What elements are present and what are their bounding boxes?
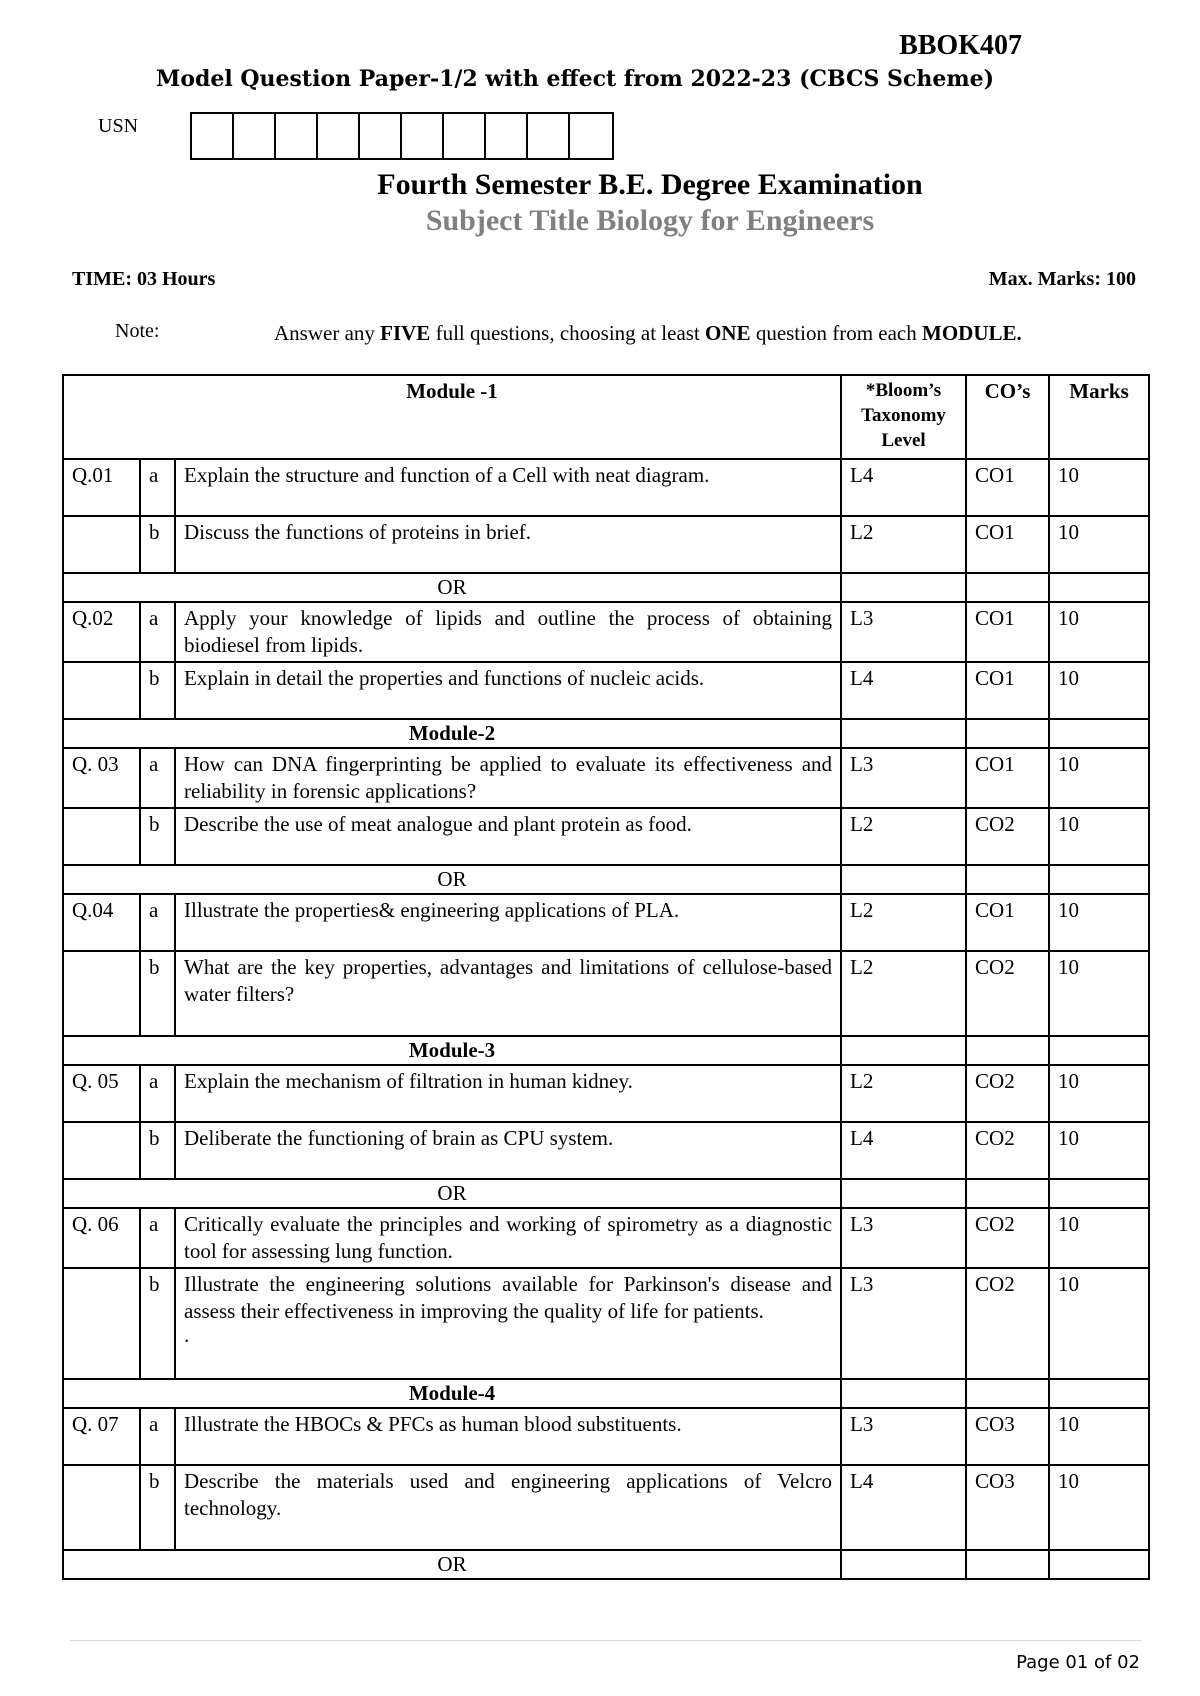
question-text [175,894,841,951]
question-text [175,808,841,865]
empty-cell [841,865,966,894]
usn-box[interactable] [570,114,612,158]
question-marks: 10 [1049,894,1149,951]
empty-cell [1049,1036,1149,1065]
question-text-extra: . [184,1323,190,1347]
empty-cell [966,1550,1049,1579]
empty-cell [841,573,966,602]
question-text-content: Explain the structure and function of a Cell with neat diagram. [184,463,710,487]
empty-cell [1049,1179,1149,1208]
usn-box[interactable] [528,114,570,158]
question-part: a [140,1208,175,1268]
subject-title: Subject Title Biology for Engineers [425,204,875,237]
question-text-content: Critically evaluate the principles and working of spirometry as a diagnostic tool for assessing lung function. [184,1212,833,1263]
question-text [175,951,841,1036]
module-title: Module-3 [63,1036,841,1065]
question-part: a [140,894,175,951]
course-outcome: CO3 [966,1465,1049,1550]
course-outcome: CO1 [966,662,1049,719]
usn-box[interactable] [360,114,402,158]
question-number: Q.04 [63,894,140,951]
bloom-level: L4 [841,1122,966,1179]
empty-cell [841,1036,966,1065]
question-part: b [140,808,175,865]
empty-cell [966,573,1049,602]
question-number: Q. 03 [63,748,140,808]
or-row [63,573,1149,602]
question-row [63,808,1149,865]
question-part: b [140,516,175,573]
question-marks: 10 [1049,1065,1149,1122]
question-marks: 10 [1049,1122,1149,1179]
question-row [63,894,1149,951]
course-outcome: CO1 [966,894,1049,951]
note-part: full questions, choosing at least [430,321,706,345]
note-text [274,320,1054,347]
empty-cell [1049,573,1149,602]
course-outcome: CO2 [966,808,1049,865]
course-outcome: CO1 [966,459,1049,516]
question-marks: 10 [1049,1408,1149,1465]
or-label: OR [63,1179,841,1208]
course-outcome: CO1 [966,516,1049,573]
or-label: OR [63,573,841,602]
question-row [63,1408,1149,1465]
question-row [63,1122,1149,1179]
or-row [63,865,1149,894]
question-part: a [140,748,175,808]
empty-cell [841,1179,966,1208]
course-outcome: CO3 [966,1408,1049,1465]
question-part: a [140,1408,175,1465]
question-text [175,748,841,808]
question-text [175,516,841,573]
question-row [63,516,1149,573]
bloom-level: L3 [841,748,966,808]
question-row [63,1208,1149,1268]
page-number: Page 01 of 02 [1016,1652,1140,1673]
question-number: Q.01 [63,459,140,516]
question-text-content: Deliberate the functioning of brain as CPU system. [184,1126,614,1150]
usn-box[interactable] [276,114,318,158]
usn-boxes [190,112,614,160]
question-text [175,1122,841,1179]
question-number [63,1268,140,1379]
empty-cell [841,1550,966,1579]
question-text-content: Illustrate the engineering solutions available for Parkinson's disease and assess their effectiveness in improving the quality of life for patients. [184,1272,833,1323]
question-number [63,516,140,573]
course-outcome: CO2 [966,1065,1049,1122]
module-row [63,1036,1149,1065]
question-row [63,951,1149,1036]
question-row [63,748,1149,808]
question-number: Q. 06 [63,1208,140,1268]
question-number [63,951,140,1036]
or-label: OR [63,865,841,894]
question-text-content: Explain the mechanism of filtration in human kidney. [184,1069,633,1093]
course-outcome: CO2 [966,951,1049,1036]
course-outcome: CO2 [966,1268,1049,1379]
module-title: Module-2 [63,719,841,748]
model-paper-title: Model Question Paper-1/2 with effect from 2022-23 (CBCS Scheme) [155,66,995,92]
question-part: a [140,1065,175,1122]
question-marks: 10 [1049,662,1149,719]
question-marks: 10 [1049,1268,1149,1379]
question-text-content: Apply your knowledge of lipids and outline the process of obtaining biodiesel from lipids. [184,606,833,657]
footer-divider [70,1640,1142,1641]
question-part: b [140,951,175,1036]
question-part: b [140,662,175,719]
bloom-level: L4 [841,459,966,516]
question-row [63,1465,1149,1550]
bloom-header: *Bloom’s Taxonomy Level [841,375,966,459]
bloom-level: L2 [841,516,966,573]
usn-label: USN [98,115,139,137]
semester-title: Fourth Semester B.E. Degree Examination [377,168,923,201]
co-header: CO’s [966,375,1049,459]
empty-cell [841,1379,966,1408]
note-part-bold: MODULE. [922,321,1022,345]
question-marks: 10 [1049,1465,1149,1550]
usn-box[interactable] [318,114,360,158]
question-text-content: Describe the use of meat analogue and plant protein as food. [184,812,692,836]
course-outcome: CO2 [966,1208,1049,1268]
question-marks: 10 [1049,951,1149,1036]
marks-header: Marks [1049,375,1149,459]
question-row [63,602,1149,662]
question-text-content: Illustrate the HBOCs & PFCs as human blood substituents. [184,1412,682,1436]
question-text [175,1268,841,1379]
bloom-level: L2 [841,894,966,951]
usn-box[interactable] [192,114,234,158]
module-row [63,719,1149,748]
bloom-level: L3 [841,602,966,662]
question-part: b [140,1122,175,1179]
question-text [175,662,841,719]
exam-time: TIME: 03 Hours [72,268,216,290]
max-marks: Max. Marks: 100 [988,268,1136,290]
question-row [63,1268,1149,1379]
subject-code: BBOK407 [899,30,1022,61]
empty-cell [1049,1379,1149,1408]
question-text [175,459,841,516]
module-title: Module-4 [63,1379,841,1408]
empty-cell [841,719,966,748]
usn-box[interactable] [486,114,528,158]
bloom-level: L2 [841,951,966,1036]
empty-cell [966,1379,1049,1408]
question-number [63,1122,140,1179]
question-text [175,1408,841,1465]
usn-box[interactable] [234,114,276,158]
table-header-row [63,375,1149,459]
empty-cell [966,1179,1049,1208]
question-text-content: Illustrate the properties& engineering applications of PLA. [184,898,680,922]
empty-cell [1049,1550,1149,1579]
bloom-level: L3 [841,1208,966,1268]
question-marks: 10 [1049,516,1149,573]
question-text-content: What are the key properties, advantages and limitations of cellulose-based water filters? [184,955,833,1006]
question-number [63,808,140,865]
empty-cell [1049,719,1149,748]
usn-box[interactable] [444,114,486,158]
course-outcome: CO1 [966,602,1049,662]
or-row [63,1550,1149,1579]
bloom-level: L3 [841,1268,966,1379]
question-number: Q. 07 [63,1408,140,1465]
question-marks: 10 [1049,1208,1149,1268]
note-part: Answer any [274,321,381,345]
course-outcome: CO2 [966,1122,1049,1179]
question-row [63,1065,1149,1122]
note-label: Note: [115,320,160,342]
module-row [63,1379,1149,1408]
question-marks: 10 [1049,808,1149,865]
question-part: a [140,459,175,516]
question-text [175,1065,841,1122]
question-text [175,602,841,662]
empty-cell [966,865,1049,894]
empty-cell [966,1036,1049,1065]
question-text-content: Describe the materials used and engineering applications of Velcro technology. [184,1469,833,1520]
note-part-bold: ONE [705,321,751,345]
note-part-bold: FIVE [380,321,431,345]
question-table [62,374,1150,1580]
question-text-content: Discuss the functions of proteins in brief. [184,520,532,544]
or-label: OR [63,1550,841,1579]
question-marks: 10 [1049,602,1149,662]
usn-box[interactable] [402,114,444,158]
bloom-level: L3 [841,1408,966,1465]
question-text [175,1465,841,1550]
question-row [63,662,1149,719]
bloom-level: L2 [841,1065,966,1122]
note-part: question from each [750,321,923,345]
question-row [63,459,1149,516]
question-number [63,662,140,719]
question-text-content: Explain in detail the properties and functions of nucleic acids. [184,666,705,690]
question-text [175,1208,841,1268]
module-1-header: Module -1 [63,375,841,459]
question-part: a [140,602,175,662]
empty-cell [1049,865,1149,894]
bloom-level: L4 [841,1465,966,1550]
bloom-level: L2 [841,808,966,865]
question-number [63,1465,140,1550]
bloom-level: L4 [841,662,966,719]
question-number: Q.02 [63,602,140,662]
course-outcome: CO1 [966,748,1049,808]
question-number: Q. 05 [63,1065,140,1122]
question-marks: 10 [1049,459,1149,516]
or-row [63,1179,1149,1208]
question-marks: 10 [1049,748,1149,808]
question-part: b [140,1268,175,1379]
question-text-content: How can DNA fingerprinting be applied to evaluate its effectiveness and reliability in forensic applications? [184,752,833,803]
question-part: b [140,1465,175,1550]
empty-cell [966,719,1049,748]
